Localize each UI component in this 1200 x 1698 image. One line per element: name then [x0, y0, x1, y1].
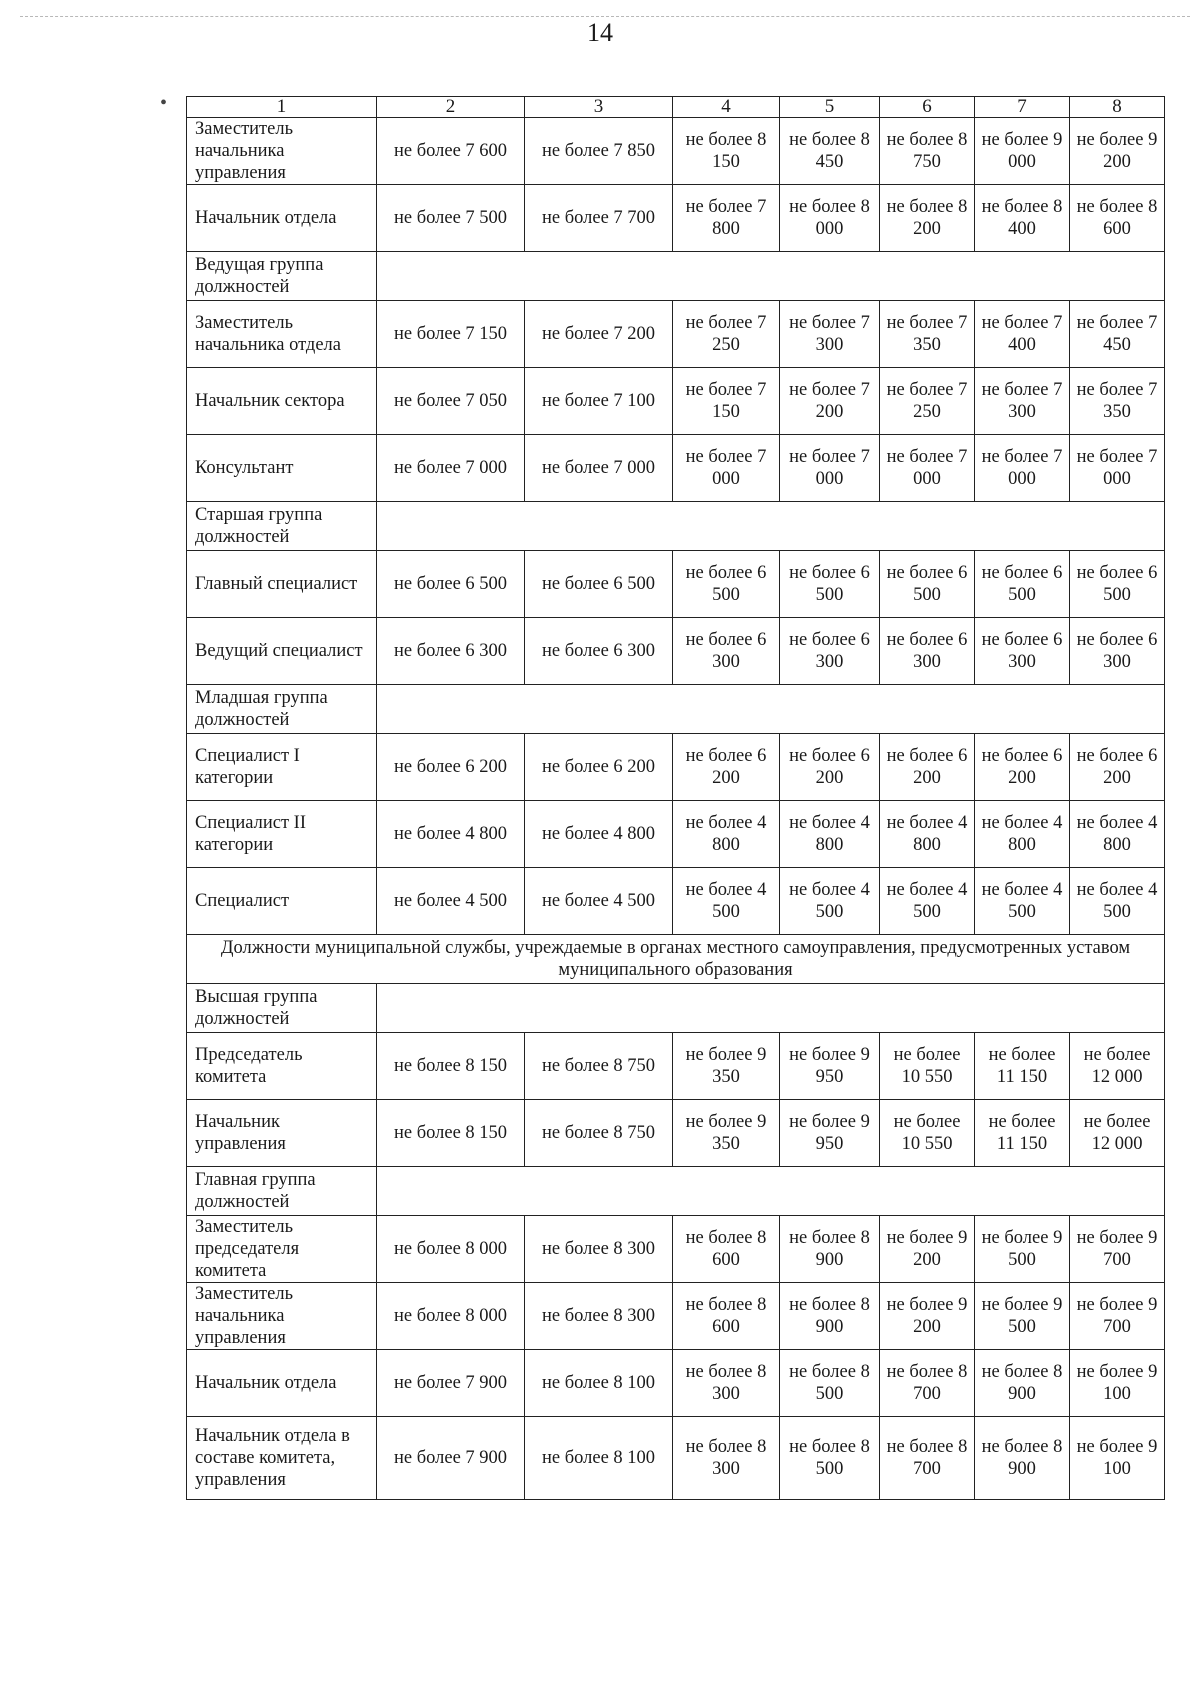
salary-cell: не более 8 750 [525, 1100, 673, 1167]
column-number: 7 [975, 97, 1070, 118]
salary-cell: не более 8 100 [525, 1417, 673, 1500]
salary-cell: не более 11 150 [975, 1100, 1070, 1167]
salary-cell: не более 6 300 [780, 618, 880, 685]
salary-cell: не более 9 700 [1070, 1283, 1165, 1350]
salary-cell: не более 4 500 [525, 868, 673, 935]
page-number: 14 [587, 18, 613, 47]
column-number: 5 [780, 97, 880, 118]
salary-cell: не более 6 500 [880, 551, 975, 618]
salary-cell: не более 6 200 [525, 734, 673, 801]
salary-cell: не более 9 350 [673, 1033, 780, 1100]
group-row [187, 1167, 1165, 1216]
salary-cell: не более 8 900 [780, 1216, 880, 1283]
salary-cell: не более 4 800 [673, 801, 780, 868]
salary-cell: не более 6 300 [975, 618, 1070, 685]
salary-cell: не более 7 450 [1070, 301, 1165, 368]
salary-cell: не более 7 000 [525, 435, 673, 502]
position-row [187, 368, 1165, 435]
salary-cell: не более 8 900 [975, 1350, 1070, 1417]
position-name: Заместитель председателя комитета [187, 1216, 377, 1283]
section-row [187, 935, 1165, 984]
salary-cell: не более 6 500 [673, 551, 780, 618]
salary-cell: не более 4 500 [780, 868, 880, 935]
position-name: Специалист I категории [187, 734, 377, 801]
salary-cell: не более 8 700 [880, 1417, 975, 1500]
salary-cell: не более 7 150 [673, 368, 780, 435]
salary-cell: не более 8 000 [377, 1283, 525, 1350]
position-row [187, 185, 1165, 252]
salary-cell: не более 8 600 [673, 1283, 780, 1350]
salary-cell: не более 6 300 [673, 618, 780, 685]
salary-cell: не более 7 200 [780, 368, 880, 435]
salary-cell: не более 6 300 [880, 618, 975, 685]
salary-cell: не более 4 800 [377, 801, 525, 868]
position-row [187, 868, 1165, 935]
salary-cell: не более 4 800 [880, 801, 975, 868]
salary-cell: не более 9 700 [1070, 1216, 1165, 1283]
position-name: Специалист II категории [187, 801, 377, 868]
salary-cell: не более 8 200 [880, 185, 975, 252]
group-name: Высшая группа должностей [187, 984, 377, 1033]
salary-cell: не более 4 800 [975, 801, 1070, 868]
position-row [187, 1216, 1165, 1283]
position-name: Специалист [187, 868, 377, 935]
salary-cell: не более 8 000 [780, 185, 880, 252]
salary-cell: не более 7 900 [377, 1417, 525, 1500]
position-name: Начальник отдела [187, 1350, 377, 1417]
group-empty-cell [377, 984, 1165, 1033]
group-empty-cell [377, 502, 1165, 551]
salary-cell: не более 8 150 [673, 118, 780, 185]
salary-cell: не более 6 200 [780, 734, 880, 801]
group-row [187, 984, 1165, 1033]
salary-cell: не более 9 950 [780, 1033, 880, 1100]
salary-cell: не более 6 200 [880, 734, 975, 801]
group-row [187, 685, 1165, 734]
column-number: 2 [377, 97, 525, 118]
salary-cell: не более 7 200 [525, 301, 673, 368]
salary-table-body [187, 97, 1165, 1500]
position-row [187, 435, 1165, 502]
position-row [187, 301, 1165, 368]
salary-cell: не более 7 000 [975, 435, 1070, 502]
salary-cell: не более 4 800 [780, 801, 880, 868]
salary-cell: не более 7 050 [377, 368, 525, 435]
salary-cell: не более 7 300 [780, 301, 880, 368]
salary-cell: не более 6 500 [525, 551, 673, 618]
group-name: Ведущая группа должностей [187, 252, 377, 301]
position-name: Заместитель начальника отдела [187, 301, 377, 368]
position-name: Начальник отдела в составе комитета, управления [187, 1417, 377, 1500]
salary-cell: не более 8 700 [880, 1350, 975, 1417]
salary-cell: не более 9 000 [975, 118, 1070, 185]
salary-cell: не более 6 300 [377, 618, 525, 685]
salary-cell: не более 7 900 [377, 1350, 525, 1417]
salary-cell: не более 10 550 [880, 1033, 975, 1100]
salary-cell: не более 6 300 [1070, 618, 1165, 685]
position-name: Начальник сектора [187, 368, 377, 435]
salary-cell: не более 9 100 [1070, 1417, 1165, 1500]
salary-cell: не более 7 600 [377, 118, 525, 185]
salary-cell: не более 8 900 [780, 1283, 880, 1350]
salary-cell: не более 7 000 [880, 435, 975, 502]
column-number: 8 [1070, 97, 1165, 118]
salary-cell: не более 7 100 [525, 368, 673, 435]
salary-cell: не более 6 200 [1070, 734, 1165, 801]
salary-cell: не более 9 200 [880, 1216, 975, 1283]
salary-cell: не более 8 750 [525, 1033, 673, 1100]
salary-cell: не более 6 200 [975, 734, 1070, 801]
column-number: 4 [673, 97, 780, 118]
salary-cell: не более 7 400 [975, 301, 1070, 368]
salary-cell: не более 6 200 [377, 734, 525, 801]
salary-cell: не более 8 150 [377, 1033, 525, 1100]
group-empty-cell [377, 1167, 1165, 1216]
salary-cell: не более 9 100 [1070, 1350, 1165, 1417]
salary-cell: не более 7 350 [1070, 368, 1165, 435]
position-name: Начальник отдела [187, 185, 377, 252]
position-row [187, 118, 1165, 185]
salary-cell: не более 8 750 [880, 118, 975, 185]
salary-cell: не более 8 900 [975, 1417, 1070, 1500]
salary-cell: не более 4 500 [975, 868, 1070, 935]
salary-cell: не более 6 200 [673, 734, 780, 801]
salary-cell: не более 8 500 [780, 1417, 880, 1500]
salary-cell: не более 9 500 [975, 1216, 1070, 1283]
position-row [187, 1350, 1165, 1417]
salary-cell: не более 4 500 [377, 868, 525, 935]
salary-cell: не более 12 000 [1070, 1100, 1165, 1167]
salary-cell: не более 8 450 [780, 118, 880, 185]
position-name: Председатель комитета [187, 1033, 377, 1100]
position-name: Главный специалист [187, 551, 377, 618]
salary-cell: не более 7 800 [673, 185, 780, 252]
column-number-row [187, 97, 1165, 118]
position-name: Заместитель начальника управления [187, 118, 377, 185]
salary-cell: не более 7 000 [1070, 435, 1165, 502]
salary-cell: не более 6 500 [377, 551, 525, 618]
position-row [187, 1033, 1165, 1100]
salary-cell: не более 8 300 [673, 1350, 780, 1417]
group-name: Старшая группа должностей [187, 502, 377, 551]
salary-cell: не более 7 500 [377, 185, 525, 252]
salary-cell: не более 4 500 [880, 868, 975, 935]
salary-cell: не более 8 300 [673, 1417, 780, 1500]
salary-cell: не более 6 500 [780, 551, 880, 618]
salary-cell: не более 4 800 [525, 801, 673, 868]
salary-cell: не более 10 550 [880, 1100, 975, 1167]
position-name: Консультант [187, 435, 377, 502]
group-empty-cell [377, 685, 1165, 734]
position-name: Заместитель начальника управления [187, 1283, 377, 1350]
salary-cell: не более 8 300 [525, 1283, 673, 1350]
position-row [187, 618, 1165, 685]
salary-cell: не более 9 500 [975, 1283, 1070, 1350]
salary-cell: не более 6 500 [975, 551, 1070, 618]
salary-cell: не более 9 200 [880, 1283, 975, 1350]
salary-cell: не более 9 200 [1070, 118, 1165, 185]
salary-cell: не более 9 350 [673, 1100, 780, 1167]
position-row [187, 801, 1165, 868]
salary-cell: не более 8 000 [377, 1216, 525, 1283]
salary-cell: не более 7 300 [975, 368, 1070, 435]
salary-cell: не более 7 000 [377, 435, 525, 502]
salary-cell: не более 7 350 [880, 301, 975, 368]
position-row [187, 734, 1165, 801]
position-row [187, 1283, 1165, 1350]
salary-cell: не более 8 400 [975, 185, 1070, 252]
salary-cell: не более 6 300 [525, 618, 673, 685]
salary-cell: не более 11 150 [975, 1033, 1070, 1100]
column-number: 6 [880, 97, 975, 118]
section-title: Должности муниципальной службы, учреждаемые в органах местного самоуправления, предусмотренных уставом муниципального образования [187, 935, 1165, 984]
group-name: Младшая группа должностей [187, 685, 377, 734]
salary-cell: не более 8 500 [780, 1350, 880, 1417]
salary-cell: не более 7 250 [673, 301, 780, 368]
salary-cell: не более 7 700 [525, 185, 673, 252]
salary-cell: не более 7 850 [525, 118, 673, 185]
salary-cell: не более 4 500 [1070, 868, 1165, 935]
salary-cell: не более 6 500 [1070, 551, 1165, 618]
salary-cell: не более 8 600 [673, 1216, 780, 1283]
scan-edge-line [20, 16, 1190, 17]
group-empty-cell [377, 252, 1165, 301]
group-row [187, 502, 1165, 551]
salary-cell: не более 4 800 [1070, 801, 1165, 868]
position-row [187, 551, 1165, 618]
salary-cell: не более 7 000 [673, 435, 780, 502]
position-name: Ведущий специалист [187, 618, 377, 685]
group-row [187, 252, 1165, 301]
position-name: Начальник управления [187, 1100, 377, 1167]
column-number: 3 [525, 97, 673, 118]
salary-cell: не более 8 600 [1070, 185, 1165, 252]
group-name: Главная группа должностей [187, 1167, 377, 1216]
salary-cell: не более 7 250 [880, 368, 975, 435]
position-row [187, 1100, 1165, 1167]
salary-cell: не более 12 000 [1070, 1033, 1165, 1100]
salary-cell: не более 4 500 [673, 868, 780, 935]
salary-cell: не более 8 100 [525, 1350, 673, 1417]
salary-cell: не более 8 150 [377, 1100, 525, 1167]
column-number: 1 [187, 97, 377, 118]
salary-cell: не более 7 000 [780, 435, 880, 502]
position-row [187, 1417, 1165, 1500]
salary-table [186, 96, 1165, 1500]
salary-cell: не более 9 950 [780, 1100, 880, 1167]
scan-speck: • [160, 92, 168, 114]
salary-cell: не более 8 300 [525, 1216, 673, 1283]
salary-cell: не более 7 150 [377, 301, 525, 368]
